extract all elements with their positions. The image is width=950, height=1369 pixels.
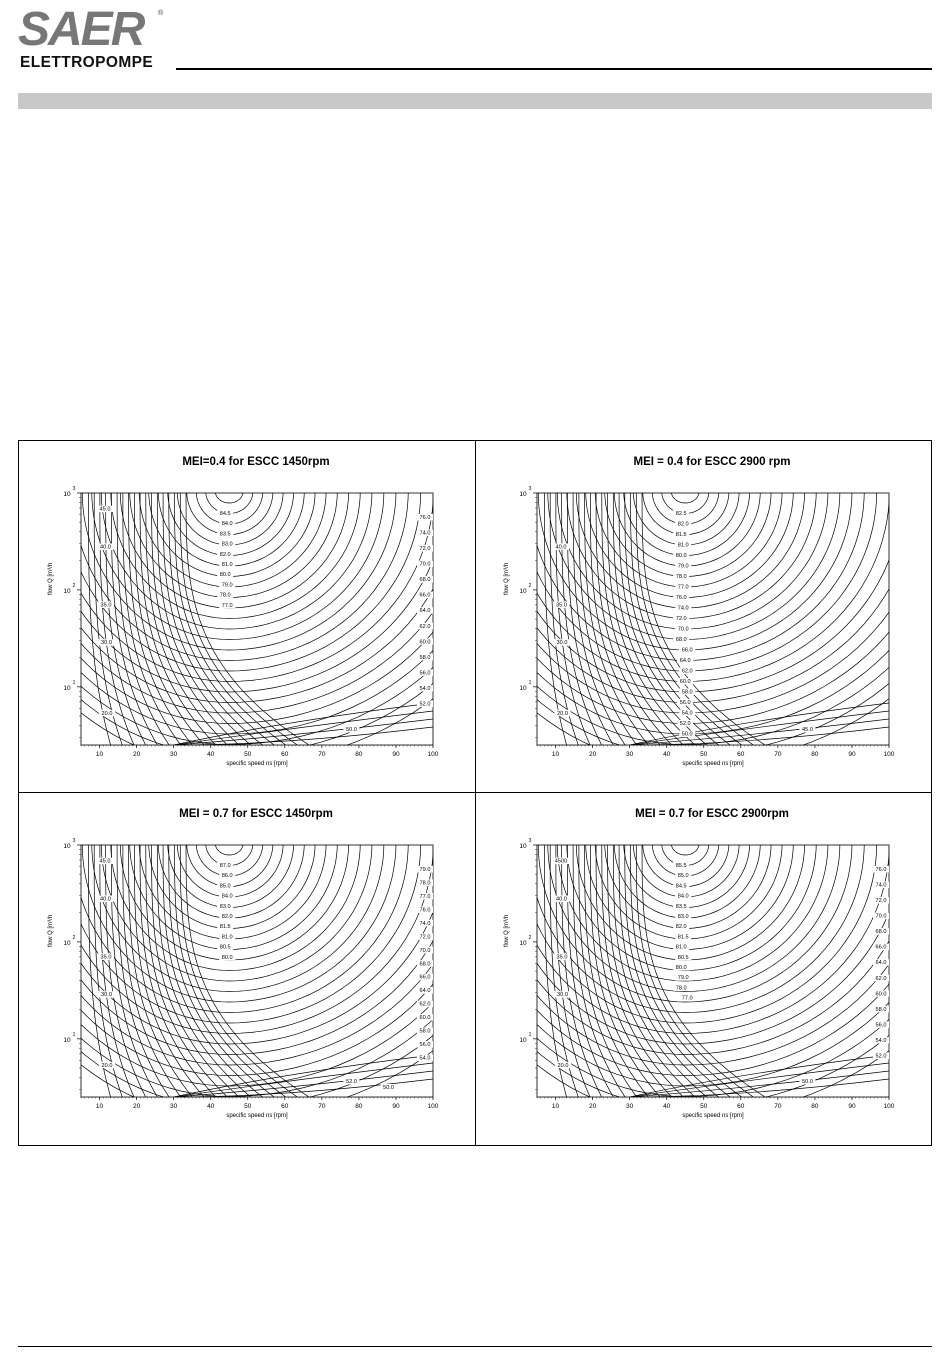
contour-label-right: 66.0 [875, 944, 887, 951]
x-tick-label: 70 [774, 1103, 782, 1110]
contour-label-left: 30.0 [101, 992, 112, 999]
contour-label-right: 74.0 [419, 530, 431, 537]
contour-label-top: 83.0 [221, 541, 233, 548]
contour-label-top: 62.0 [681, 668, 693, 675]
y-tick-label: 10 [63, 587, 71, 595]
contour-label-right: 58.0 [419, 654, 431, 661]
y-tick-exponent: 2 [528, 582, 532, 589]
contour-line [19, 843, 474, 1086]
x-tick-label: 10 [95, 751, 104, 758]
contour-label-top: 80.0 [675, 965, 687, 971]
contour-lines [19, 491, 474, 766]
contour-label-right: 72.0 [419, 546, 431, 553]
y-tick-label: 10 [519, 843, 527, 850]
y-tick-exponent: 1 [72, 1031, 76, 1038]
contour-label-left: 20.0 [557, 710, 568, 717]
y-axis-label: flow Q [m³/h [48, 914, 54, 948]
x-tick-label: 50 [244, 751, 252, 758]
contour-line [567, 843, 817, 971]
x-axis-label: specific speed ns [rpm] [682, 1113, 744, 1119]
contour-label-top: 81.5 [675, 532, 687, 538]
contour-label-right: 68.0 [419, 577, 431, 584]
contour-line [519, 491, 877, 671]
chart-svg [475, 441, 930, 791]
contour-label-bottom: 50.0 [383, 1085, 394, 1091]
contour-label-left: 40.0 [100, 544, 111, 551]
x-tick-label: 60 [281, 751, 289, 758]
contour-label-top: 81.5 [219, 924, 231, 931]
x-tick-label: 90 [392, 1103, 400, 1110]
y-tick-label: 10 [63, 1036, 71, 1044]
x-tick-label: 80 [355, 1103, 363, 1110]
contour-line [481, 843, 928, 1065]
contour-line [481, 491, 928, 713]
contour-line [82, 491, 396, 650]
x-tick-label: 40 [207, 751, 215, 758]
contour-line [19, 491, 474, 734]
y-axis-label: flow Q [m³/h [504, 914, 510, 948]
contour-label-right: 70.0 [419, 561, 431, 568]
contour-line [120, 491, 349, 608]
chart-title: MEI=0.4 for ESCC 1450rpm [182, 456, 330, 468]
y-axis-label: flow Q [m³/h [504, 562, 510, 596]
contour-line [101, 843, 372, 981]
contour-label-right: 64.0 [419, 608, 431, 615]
contour-label-top: 77.0 [681, 995, 693, 1002]
x-tick-label: 20 [588, 751, 597, 758]
x-tick-label: 30 [170, 1103, 178, 1110]
contour-line [25, 491, 472, 713]
contour-label-right: 62.0 [419, 623, 431, 630]
logo-subtitle: ELETTROPOMPE [20, 54, 154, 71]
x-tick-label: 50 [700, 1103, 708, 1110]
contour-lines [475, 843, 930, 1118]
contour-line [595, 491, 782, 587]
x-axis-label: specific speed ns [rpm] [226, 1113, 288, 1119]
contour-line [63, 491, 421, 671]
contour-label-right: 58.0 [875, 1006, 887, 1013]
contour-label-left: 45.0 [99, 506, 111, 513]
y-tick-exponent: 2 [72, 934, 76, 941]
contour-label-top: 52.0 [679, 721, 691, 727]
x-tick-label: 90 [848, 1103, 856, 1110]
contour-label-right: 54.0 [875, 1037, 887, 1044]
x-tick-label: 60 [737, 751, 745, 758]
contour-label-left: 4500 [554, 858, 568, 865]
contour-label-bottom: 50.0 [346, 727, 357, 733]
chart-mei07-1450 [19, 793, 474, 1143]
contour-label-top: 78.0 [675, 985, 687, 992]
contour-label-top: 83.5 [675, 903, 687, 910]
y-tick-exponent: 1 [72, 679, 76, 686]
y-tick-label: 10 [63, 491, 71, 498]
contour-label-right: 54.0 [419, 1055, 431, 1062]
contour-label-top: 64.0 [679, 658, 691, 664]
contour-label-top: 85.0 [677, 873, 689, 880]
y-tick-exponent: 1 [528, 1031, 532, 1038]
contour-label-right: 60.0 [419, 639, 431, 646]
footer-rule [18, 1346, 932, 1347]
x-tick-label: 100 [427, 751, 439, 758]
chart-title: MEI = 0.4 for ESCC 2900 rpm [633, 456, 791, 468]
contour-label-top: 76.0 [675, 595, 687, 601]
contour-label-left: 30.0 [101, 640, 112, 647]
contour-label-right: 74.0 [875, 882, 887, 889]
contour-label-top: 77.0 [221, 602, 233, 609]
contour-label-top: 80.0 [675, 553, 687, 559]
y-tick-exponent: 3 [528, 838, 532, 844]
x-tick-label: 80 [811, 1103, 819, 1110]
contour-line [35, 843, 460, 1055]
contour-label-right: 72.0 [419, 934, 431, 941]
contour-label-right: 56.0 [419, 670, 431, 677]
contour-label-top: 56.0 [679, 700, 691, 706]
x-tick-label: 20 [588, 1103, 597, 1110]
chart-title: MEI = 0.7 for ESCC 2900rpm [635, 808, 789, 820]
contour-label-top: 79.0 [677, 563, 689, 570]
contour-label-right: 76.0 [419, 515, 431, 521]
y-tick-label: 10 [519, 491, 527, 498]
contour-label-top: 82.0 [677, 521, 689, 528]
x-axis-label: specific speed ns [rpm] [226, 761, 288, 767]
x-tick-label: 20 [132, 751, 141, 758]
chart-mei07-2900 [475, 793, 930, 1143]
contour-label-left: 35.0 [100, 602, 112, 609]
contour-line [538, 843, 852, 1002]
contour-line [576, 843, 805, 960]
chart-svg [19, 793, 474, 1143]
x-tick-label: 100 [883, 1103, 895, 1110]
contour-label-top: 70.0 [677, 626, 689, 633]
contour-label-top: 85.5 [675, 863, 687, 869]
contour-label-right: 70.0 [419, 947, 431, 954]
y-tick-exponent: 3 [528, 486, 532, 492]
contour-label-right: 58.0 [419, 1028, 431, 1035]
y-tick-exponent: 2 [72, 582, 76, 589]
x-tick-label: 20 [132, 1103, 141, 1110]
contour-label-left: 45.0 [99, 858, 111, 865]
contour-label-right: 74.0 [419, 920, 431, 927]
y-tick-label: 10 [519, 587, 527, 595]
x-tick-label: 70 [318, 751, 326, 758]
contour-label-top: 84.5 [219, 511, 231, 517]
contour-label-top: 72.0 [675, 616, 687, 622]
contour-label-left: 40.0 [555, 544, 567, 551]
chart-svg [19, 441, 474, 791]
x-tick-label: 90 [392, 751, 400, 758]
contour-label-right: 52.0 [875, 1053, 887, 1060]
contour-line [557, 491, 828, 629]
x-tick-label: 40 [663, 1103, 671, 1110]
header-rule [176, 68, 932, 70]
chart-mei04-2900 [475, 441, 930, 791]
x-tick-label: 30 [626, 1103, 634, 1110]
y-tick-exponent: 1 [528, 679, 532, 686]
contour-label-right: 56.0 [875, 1022, 887, 1029]
contour-label-top: 85.0 [219, 883, 231, 890]
contour-label-left: 30.0 [556, 640, 568, 647]
contour-line [101, 491, 372, 629]
contour-label-bottom: 50.0 [802, 1079, 813, 1085]
contour-label-top: 81.0 [221, 934, 233, 941]
contour-line [120, 843, 349, 960]
contour-label-right: 64.0 [875, 960, 887, 967]
section-band [18, 93, 932, 109]
contour-line [519, 843, 877, 1023]
contour-label-right: 66.0 [419, 592, 431, 599]
x-tick-label: 10 [95, 1103, 104, 1110]
x-tick-label: 60 [281, 1103, 289, 1110]
y-tick-exponent: 2 [528, 934, 532, 941]
y-tick-label: 10 [519, 1036, 527, 1044]
contour-label-top: 84.0 [677, 893, 689, 900]
contour-lines [475, 491, 930, 766]
contour-label-top: 80.0 [219, 572, 231, 579]
contour-label-left: 35.0 [556, 602, 567, 609]
contour-label-top: 87.0 [219, 863, 231, 869]
contour-line [538, 491, 852, 650]
contour-line [35, 491, 460, 703]
contour-label-right: 64.0 [419, 988, 431, 995]
contour-label-right: 76.0 [419, 907, 431, 914]
x-axis-label: specific speed ns [rpm] [682, 761, 744, 767]
y-tick-label: 10 [63, 684, 71, 692]
contour-label-right: 60.0 [875, 991, 887, 998]
contour-label-top: 79.0 [221, 582, 233, 589]
x-tick-label: 30 [626, 751, 634, 758]
y-tick-label: 10 [63, 939, 71, 947]
x-tick-label: 30 [170, 751, 178, 758]
contour-label-top: 80.0 [221, 954, 233, 961]
saer-logo [18, 3, 168, 74]
contour-label-left: 40.0 [100, 896, 111, 903]
contour-label-top: 82.0 [221, 914, 233, 920]
contour-label-top: 50.0 [681, 731, 693, 738]
contour-label-bottom: 52.0 [346, 1079, 357, 1085]
registered-mark: ® [158, 10, 164, 17]
contour-label-top: 80.5 [677, 954, 689, 961]
contour-line [475, 843, 930, 1086]
contour-label-top: 84.0 [221, 893, 233, 900]
contour-label-right: 77.0 [419, 893, 431, 900]
y-tick-label: 10 [519, 939, 527, 947]
contour-label-top: 78.0 [675, 574, 687, 580]
contour-label-top: 81.0 [221, 562, 233, 568]
x-tick-label: 90 [848, 751, 856, 758]
chart-title: MEI = 0.7 for ESCC 1450rpm [179, 808, 333, 820]
x-tick-label: 50 [700, 751, 708, 758]
x-tick-label: 40 [207, 1103, 215, 1110]
contour-label-right: 62.0 [419, 1001, 431, 1008]
contour-label-top: 74.0 [677, 605, 689, 612]
contour-label-top: 58.0 [681, 689, 693, 696]
contour-label-right: 79.0 [419, 867, 431, 873]
contour-line [491, 491, 916, 703]
contour-label-left: 35.0 [100, 954, 112, 961]
contour-label-right: 72.0 [875, 898, 887, 905]
contour-line [82, 843, 396, 1002]
contour-label-top: 83.0 [677, 914, 689, 920]
contour-label-right: 78.0 [419, 880, 431, 887]
logo-wordmark: SAER [18, 3, 144, 56]
contour-label-left: 40.0 [556, 896, 567, 903]
contour-label-right: 70.0 [875, 913, 887, 920]
contour-label-top: 82.5 [675, 511, 687, 517]
contour-label-top: 81.0 [677, 542, 689, 549]
contour-line [567, 491, 817, 619]
contour-label-top: 54.0 [681, 710, 693, 717]
x-tick-label: 80 [355, 751, 363, 758]
x-tick-label: 70 [318, 1103, 326, 1110]
contour-label-top: 82.0 [675, 924, 687, 931]
contour-label-right: 76.0 [875, 867, 887, 873]
contour-label-top: 81.5 [677, 934, 689, 941]
contour-label-top: 78.0 [219, 592, 231, 599]
contour-label-top: 81.0 [675, 944, 687, 951]
contour-label-top: 80.5 [219, 944, 231, 951]
contour-line [475, 491, 930, 734]
y-tick-exponent: 3 [72, 486, 76, 492]
x-tick-label: 60 [737, 1103, 745, 1110]
x-tick-label: 10 [551, 1103, 560, 1110]
contour-line [111, 491, 361, 619]
x-tick-label: 50 [244, 1103, 252, 1110]
contour-label-top: 84.0 [221, 521, 233, 528]
contour-lines [19, 843, 474, 1118]
contour-line [63, 843, 421, 1023]
contour-label-top: 84.5 [675, 883, 687, 890]
contour-label-top: 60.0 [679, 679, 691, 685]
x-tick-label: 70 [774, 751, 782, 758]
contour-label-top: 66.0 [681, 647, 693, 654]
contour-label-left: 20.0 [101, 1062, 113, 1069]
x-tick-label: 100 [427, 1103, 439, 1110]
chart-mei04-1450 [19, 441, 474, 791]
contour-label-right: 68.0 [419, 961, 431, 968]
contour-label-top: 83.0 [219, 903, 231, 910]
x-tick-label: 80 [811, 751, 819, 758]
contour-line [554, 843, 828, 981]
x-tick-label: 40 [663, 751, 671, 758]
contour-label-top: 82.0 [219, 551, 231, 558]
contour-label-top: 86.0 [221, 873, 233, 880]
x-tick-label: 100 [883, 751, 895, 758]
contour-line [576, 491, 805, 608]
contour-line [111, 843, 361, 971]
y-axis-label: flow Q [m³/h [48, 562, 54, 596]
y-tick-label: 10 [519, 684, 527, 692]
contour-label-top: 68.0 [675, 637, 687, 643]
contour-label-left: 20.0 [557, 1062, 569, 1069]
contour-label-right: 52.0 [419, 701, 431, 708]
contour-label-top: 77.0 [677, 584, 689, 591]
contour-label-right: 68.0 [875, 929, 887, 936]
contour-label-left: 20.0 [101, 710, 113, 717]
contour-line [491, 843, 916, 1055]
x-tick-label: 10 [551, 751, 560, 758]
contour-label-right: 66.0 [419, 974, 431, 981]
y-tick-label: 10 [63, 843, 71, 850]
contour-label-bottom: 45.0 [802, 727, 813, 733]
y-tick-exponent: 3 [72, 838, 76, 844]
contour-label-left: 35.0 [556, 954, 568, 961]
contour-label-left: 30.0 [557, 992, 568, 999]
contour-label-top: 79.0 [677, 975, 689, 982]
contour-label-top: 83.5 [219, 531, 231, 538]
contour-label-right: 54.0 [419, 685, 431, 692]
contour-label-right: 62.0 [875, 975, 887, 982]
contour-line [25, 843, 472, 1065]
contour-label-right: 56.0 [419, 1042, 431, 1049]
contour-label-right: 60.0 [419, 1015, 431, 1022]
chart-svg [475, 793, 930, 1143]
